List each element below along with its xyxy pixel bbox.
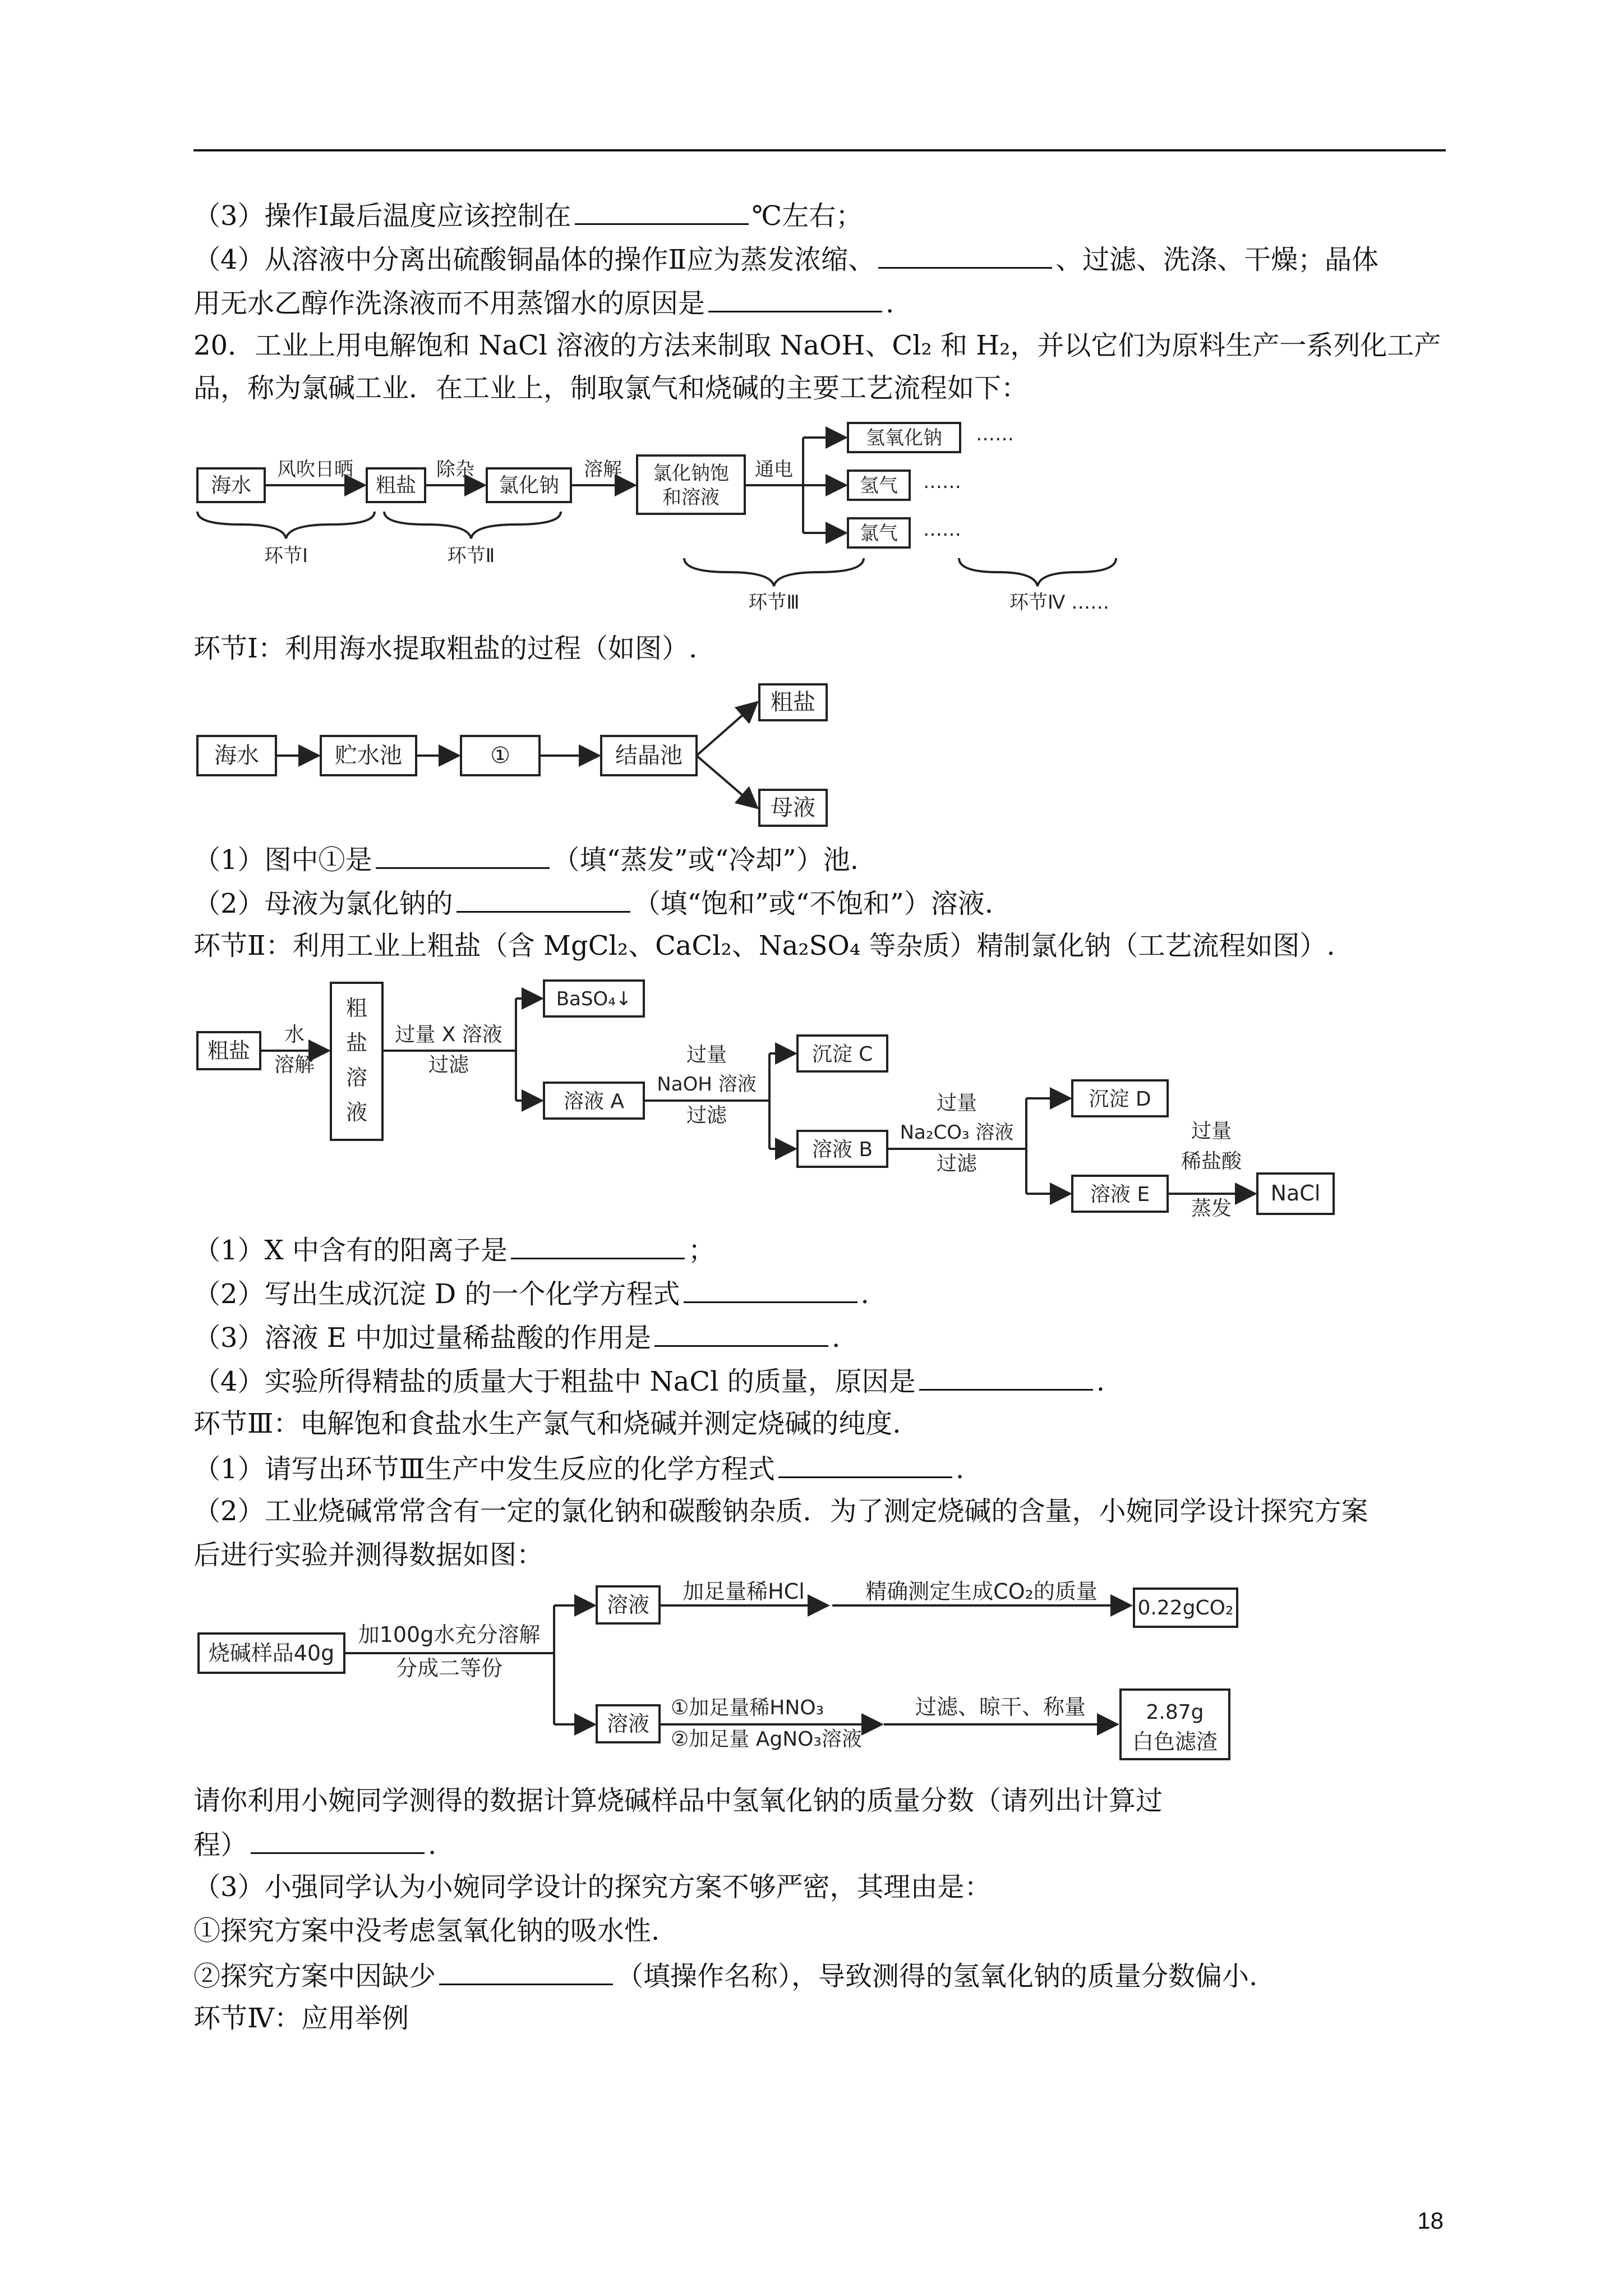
s3-q1: （1）请写出环节Ⅲ生产中发生反应的化学方程式 . [193,1451,964,1486]
svg-text:氢气: 氢气 [860,475,898,497]
svg-text:过量 X 溶液: 过量 X 溶液 [395,1023,502,1046]
svg-text:环节Ⅰ: 环节Ⅰ [264,545,308,567]
s2-q1: （1）X 中含有的阳离子是 ； [193,1232,715,1267]
s3-q2-line-2: 后进行实验并测得数据如图： [193,1539,544,1571]
svg-text:①加足量稀HNO₃: ①加足量稀HNO₃ [671,1696,824,1719]
svg-text:NaCl: NaCl [1270,1181,1321,1205]
answer-blank[interactable] [457,885,630,913]
svg-text:粗: 粗 [345,996,368,1020]
svg-text:过滤: 过滤 [686,1104,727,1127]
svg-text:BaSO₄↓: BaSO₄↓ [556,988,632,1010]
svg-text:蒸发: 蒸发 [1191,1197,1232,1220]
svg-text:粗盐: 粗盐 [207,1038,251,1063]
svg-text:通电: 通电 [755,458,793,481]
svg-text:Na₂CO₃ 溶液: Na₂CO₃ 溶液 [900,1121,1014,1144]
svg-text:过滤、晾干、称量: 过滤、晾干、称量 [915,1695,1086,1719]
svg-text:水: 水 [284,1023,305,1046]
answer-blank[interactable] [919,1363,1093,1391]
q3-line: （3）操作Ⅰ最后温度应该控制在 ℃左右； [193,197,863,233]
svg-text:过量: 过量 [936,1092,978,1115]
answer-blank[interactable] [778,1451,952,1478]
s2-q3: （3）溶液 E 中加过量稀盐酸的作用是 . [193,1319,840,1355]
svg-text:液: 液 [345,1100,368,1125]
svg-text:溶液 E: 溶液 E [1090,1183,1150,1206]
answer-blank[interactable] [376,841,550,869]
svg-text:氢氧化钠: 氢氧化钠 [866,427,942,449]
svg-text:溶液: 溶液 [606,1711,650,1736]
svg-text:NaOH 溶液: NaOH 溶液 [657,1073,757,1096]
s2-q4: （4）实验所得精盐的质量大于粗盐中 NaCl 的质量，原因是 . [193,1363,1105,1398]
svg-text:结晶池: 结晶池 [615,743,683,769]
answer-blank[interactable] [654,1319,828,1347]
s3-q2-line-4: 程） . [193,1826,436,1862]
svg-text:海水: 海水 [214,743,259,769]
svg-text:分成二等份: 分成二等份 [395,1656,503,1681]
answer-blank[interactable] [878,241,1052,269]
s3-q3-reason-2: ②探究方案中因缺少 （填操作名称），导致测得的氢氧化钠的质量分数偏小. [193,1958,1257,1993]
svg-text:盐: 盐 [345,1030,368,1055]
svg-text:②加足量 AgNO₃溶液: ②加足量 AgNO₃溶液 [671,1728,862,1751]
header-rule [193,149,1446,151]
section-3-title: 环节Ⅲ：电解饱和食盐水生产氯气和烧碱并测定烧碱的纯度. [193,1408,901,1439]
svg-text:海水: 海水 [210,474,252,497]
svg-text:氯气: 氯气 [860,522,898,545]
svg-text:溶解: 溶解 [584,458,622,481]
svg-text:风吹日晒: 风吹日晒 [277,458,353,481]
caustic-soda-test-diagram [191,1577,1301,1774]
svg-text:过量: 过量 [686,1043,727,1066]
svg-text:精确测定生成CO₂的质量: 精确测定生成CO₂的质量 [865,1579,1098,1604]
s3-q3: （3）小强同学认为小婉同学设计的探究方案不够严密，其理由是： [193,1871,992,1903]
answer-blank[interactable] [684,1276,857,1303]
svg-text:氯化钠: 氯化钠 [498,474,560,497]
svg-text:过量: 过量 [1191,1120,1232,1143]
svg-text:贮水池: 贮水池 [335,743,402,769]
svg-text:……: …… [976,423,1014,445]
svg-text:环节Ⅳ ……: 环节Ⅳ …… [1009,591,1110,614]
svg-text:加足量稀HCl: 加足量稀HCl [683,1579,805,1604]
q4-line: （4）从溶液中分离出硫酸铜晶体的操作Ⅱ应为蒸发浓缩、 、过滤、洗涤、干燥；晶体 [193,241,1378,277]
svg-text:烧碱样品40g: 烧碱样品40g [208,1641,335,1665]
svg-text:环节Ⅱ: 环节Ⅱ [447,545,495,567]
svg-text:氯化钠饱: 氯化钠饱 [653,462,729,485]
q4-line-2: 用无水乙醇作洗涤液而不用蒸馏水的原因是 . [193,285,894,320]
svg-text:和溶液: 和溶液 [662,486,720,509]
svg-text:……: …… [923,471,961,493]
svg-text:2.87g: 2.87g [1146,1701,1204,1724]
sea-salt-diagram [191,673,864,836]
answer-blank[interactable] [439,1958,613,1985]
svg-text:白色滤渣: 白色滤渣 [1132,1729,1218,1754]
q20-line-1: 20．工业上用电解饱和 NaCl 溶液的方法来制取 NaOH、Cl₂ 和 H₂，并以它们为原料生产一系列化工产 [193,330,1441,361]
svg-text:环节Ⅲ: 环节Ⅲ [748,591,800,614]
svg-text:溶: 溶 [345,1065,368,1090]
svg-text:母液: 母液 [771,795,815,821]
purification-diagram [191,970,1346,1228]
svg-text:沉淀 D: 沉淀 D [1089,1088,1151,1111]
q20-line-2: 品，称为氯碱工业．在工业上，制取氯气和烧碱的主要工艺流程如下： [193,372,1029,404]
svg-text:过滤: 过滤 [428,1053,469,1076]
svg-text:……: …… [923,518,961,541]
svg-text:加100g水充分溶解: 加100g水充分溶解 [358,1622,541,1647]
svg-text:除杂: 除杂 [436,458,474,481]
s3-q2-line-1: （2）工业烧碱常常含有一定的氯化钠和碳酸钠杂质．为了测定烧碱的含量，小婉同学设计探究方案 [193,1496,1368,1527]
section-4-title: 环节Ⅳ：应用举例 [193,2003,409,2034]
s3-q2-line-3: 请你利用小婉同学测得的数据计算烧碱样品中氢氧化钠的质量分数（请列出计算过 [193,1785,1163,1816]
overall-flow-diagram [191,415,1155,623]
svg-text:沉淀 C: 沉淀 C [811,1043,873,1066]
svg-text:0.22gCO₂: 0.22gCO₂ [1137,1596,1234,1619]
svg-text:溶液 A: 溶液 A [563,1090,625,1113]
svg-text:①: ① [490,743,510,769]
svg-text:溶液 B: 溶液 B [811,1138,873,1161]
answer-blank[interactable] [708,285,882,312]
svg-text:稀盐酸: 稀盐酸 [1181,1150,1242,1173]
s1-q2: （2）母液为氯化钠的 （填“饱和”或“不饱和”）溶液. [193,885,993,921]
answer-blank[interactable] [251,1826,425,1854]
svg-text:粗盐: 粗盐 [375,474,417,497]
svg-text:过滤: 过滤 [936,1152,978,1175]
svg-text:粗盐: 粗盐 [771,689,815,715]
section-2-title: 环节Ⅱ：利用工业上粗盐（含 MgCl₂、CaCl₂、Na₂SO₄ 等杂质）精制氯化钠（工艺流程如图）. [193,930,1335,961]
s1-q1: （1）图中①是 （填“蒸发”或“冷却”）池. [193,841,859,877]
svg-text:溶液: 溶液 [606,1593,650,1617]
page-number: 18 [1417,2207,1444,2234]
section-1-title: 环节Ⅰ：利用海水提取粗盐的过程（如图）. [193,633,698,664]
svg-text:溶解: 溶解 [274,1053,315,1076]
s3-q3-reason-1: ①探究方案中没考虑氢氧化钠的吸水性. [193,1915,660,1947]
answer-blank[interactable] [511,1232,685,1259]
s2-q2: （2）写出生成沉淀 D 的一个化学方程式 . [193,1276,869,1311]
answer-blank[interactable] [575,197,749,225]
